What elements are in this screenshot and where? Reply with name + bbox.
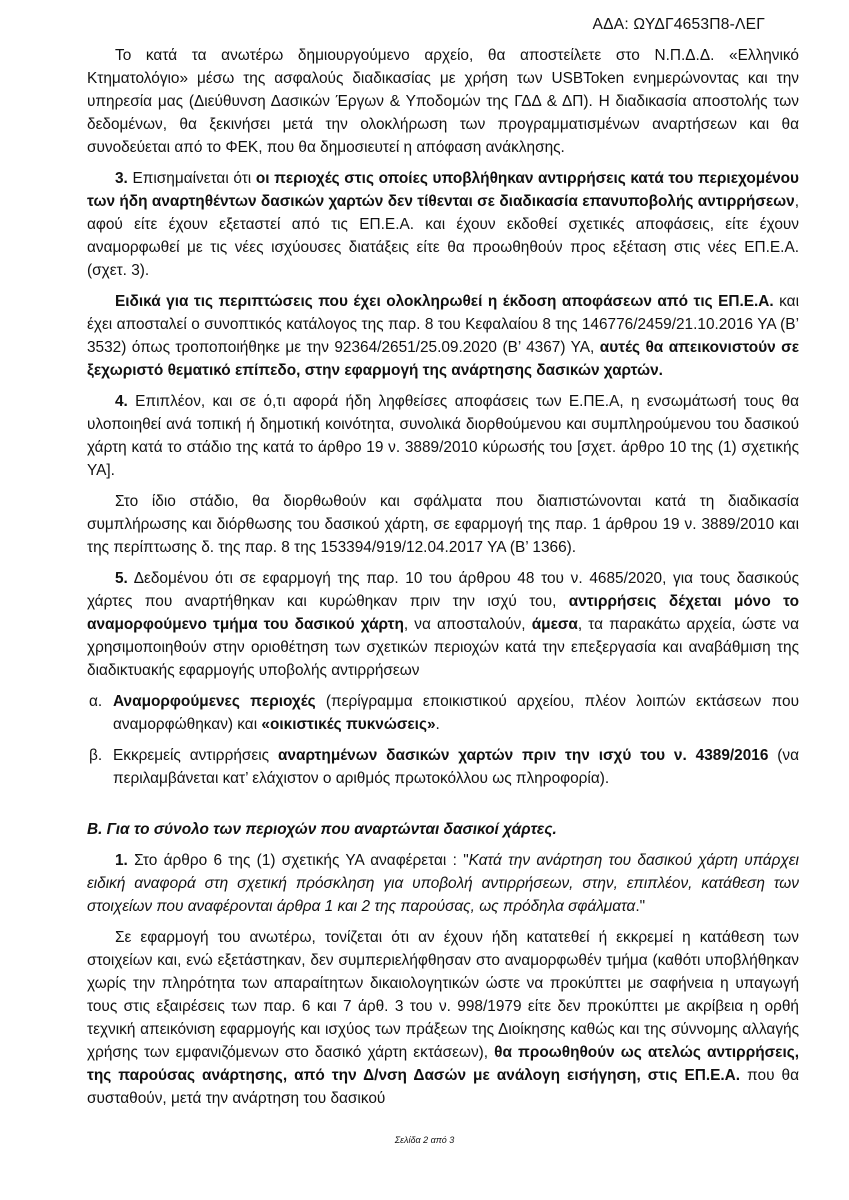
- text-span: Δεδομένου ότι σε εφαρμογή της παρ. 10 του άρθρου 48 του ν. 4685/2020, για τους δασικούς χάρτες που αναρτήθηκαν και κυρώθηκαν πριν την ισχύ του,: [87, 570, 799, 610]
- item-number: 5.: [115, 570, 128, 587]
- document-body: [87, 44, 799, 1118]
- item-number: 3.: [115, 170, 128, 187]
- paragraph-b-application: [87, 926, 799, 1110]
- list-item-body: [113, 690, 799, 736]
- text-span: .": [635, 898, 646, 915]
- bold-span: αντιρρήσεις δέχεται μόνο το αναμορφούμενο τμήμα του δασικού χάρτη: [87, 593, 800, 633]
- paragraph-error-corrections: Στο ίδιο στάδιο, θα διορθωθούν και σφάλματα που διαπιστώνονται κατά τη διαδικασία συμπλήρωσης και διόρθωσης του δασικού χάρτη, σε εφαρμογή της παρ. 1 άρθρου 19 ν. 3889/2010 και της περίπτωσης δ. της παρ. 8 της 153394/919/12.04.2017 ΥΑ (Β’ 1366).: [87, 493, 799, 556]
- text-span: Στο άρθρο 6 της (1) σχετικής ΥΑ αναφέρεται : ": [127, 852, 469, 869]
- text-span: που θα συσταθούν, μετά την ανάρτηση του δασικού: [87, 1067, 799, 1107]
- page-number: Σελίδα 2 από 3: [394, 1135, 455, 1145]
- text-span: , τα παρακάτω αρχεία, ώστε να χρησιμοποιηθούν στην οριοθέτηση των σχετικών περιοχών κατά την επεξεργασία και αναβάθμιση της διαδικτυακής εφαρμογής υποβολής αντιρρήσεων: [87, 616, 800, 679]
- text-span: (περίγραμμα εποικιστικού αρχείου, πλέον λοιπών εκτάσεων που αναμορφώθηκαν) και: [113, 693, 799, 733]
- paragraph-b1-article-6: [87, 849, 799, 918]
- italic-quote: Κατά την ανάρτηση του δασικού χάρτη υπάρχει ειδική αναφορά στη σχετική πρόσκληση για υποβολή αντιρρήσεων, στην, επιπλέον, κατάθεση των στοιχείων που αναφέρονται άρθρα 1 και 2 της παρούσας, ως πρόδηλα σφάλματα: [87, 852, 799, 915]
- text-span: .: [435, 716, 440, 733]
- text-span: Επισημαίνεται ότι: [127, 170, 256, 187]
- text-span: , να αποσταλούν,: [403, 616, 532, 633]
- list-item-b: [87, 744, 799, 790]
- text-span: Σε εφαρμογή του ανωτέρω, τονίζεται ότι αν έχουν ήδη κατατεθεί ή εκκρεμεί η κατάθεση των στοιχείων και, ενώ εξετάστηκαν, δεν συμπεριελήφθησαν στο αναμορφωθέν τμήμα (καθότι υποβλήθηκαν χωρίς την πληρότητα των απαραίτητων δικαιολογητικών ώστε να προκύπτει με σαφήνεια η υπαγωγή τους στις εξαιρέσεις των παρ. 6 και 7 άρθ. 3 του ν. 998/1979 είτε δεν προκύπτει με ακρίβεια η ορθή τεχνική απεικόνιση εφαρμογής και ισχύος των πράξεων της Διοίκησης καθώς και της σύννομης αλλαγής χρήσης των εμφανιζόμενων στο δασικό χάρτη εκτάσεων),: [87, 929, 799, 1061]
- paragraph-4-decisions-integration: [87, 390, 799, 482]
- bold-span: άμεσα: [531, 616, 578, 633]
- paragraph-file-submission: Το κατά τα ανωτέρω δημιουργούμενο αρχείο, θα αποστείλετε στο Ν.Π.Δ.Δ. «Ελληνικό Κτηματολόγιο» μέσω της ασφαλούς διαδικασίας με χρήση των USBToken ενημερώνοντας και την υπηρεσία μας (Διεύθυνση Δασικών Έργων & Υποδομών της ΓΔΔ & ΔΠ). Η διαδικασία αποστολής των δεδομένων, θα ξεκινήσει μετά την ολοκλήρωση των προγραμματισμένων αναρτήσεων και θα συνοδεύεται από το ΦΕΚ, που θα δημοσιευτεί η απόφαση ανάκλησης.: [87, 47, 799, 156]
- text-span: και έχει αποσταλεί ο συνοπτικός κατάλογος της παρ. 8 του Κεφαλαίου 8 της 146776/2459/21.10.2016 ΥΑ (Β’ 3532) όπως τροποποιήθηκε με την 92364/2651/25.09.2020 (Β’ 4367) ΥΑ,: [87, 293, 799, 356]
- item-number: 1.: [115, 852, 128, 869]
- paragraph-epea-decisions: [87, 290, 799, 382]
- bold-span: αυτές θα απεικονιστούν σε ξεχωριστό θεματικό επίπεδο, στην εφαρμογή της ανάρτησης δασικών χαρτών.: [87, 339, 799, 379]
- ada-code: ΑΔΑ: ΩΥΔΓ4653Π8-ΛΕΓ: [592, 16, 765, 33]
- list-marker: β.: [89, 747, 103, 764]
- paragraph-5-files: [87, 567, 799, 682]
- list-item-body: [113, 744, 799, 790]
- paragraph-3-objections: [87, 167, 799, 282]
- bold-span: θα προωθηθούν ως ατελώς αντιρρήσεις, της παρούσας ανάρτησης, από την Δ/νση Δασών με ανάλογη εισήγηση, στις ΕΠ.Ε.Α.: [87, 1044, 800, 1084]
- bold-span: οι περιοχές στις οποίες υποβλήθηκαν αντιρρήσεις κατά του περιεχομένου των ήδη αναρτηθέντων δασικών χαρτών δεν τίθενται σε διαδικασία επανυποβολής αντιρρήσεων: [87, 170, 799, 210]
- bold-span: αναρτημένων δασικών χαρτών πριν την ισχύ του ν. 4389/2016: [277, 747, 769, 764]
- item-number: 4.: [115, 393, 128, 410]
- bold-span: Αναμορφούμενες περιοχές: [113, 693, 316, 710]
- text-span: Επιπλέον, και σε ό,τι αφορά ήδη ληφθείσες αποφάσεις των Ε.ΠΕ.Α, η ενσωμάτωσή τους θα υλοποιηθεί ανά τοπική ή δημοτική κοινότητα, συνολικά διορθούμενου και συμπληρούμενου του δασικού χάρτη κατά το στάδιο της κατά το άρθρο 19 ν. 3889/2010 κύρωσής του [σχετ. άρθρο 10 της (1) σχετικής ΥΑ].: [87, 393, 799, 479]
- bold-span: «οικιστικές πυκνώσεις»: [261, 716, 436, 733]
- text-span: , αφού είτε έχουν εξεταστεί από τις ΕΠ.Ε.Α. και έχουν εκδοθεί σχετικές αποφάσεις, είτε έχουν αναμορφωθεί με τις νέες ισχύουσες διατάξεις είτε θα προωθηθούν προς εξέταση στις νέες ΕΠ.Ε.Α. (σχετ. 3).: [87, 193, 799, 279]
- section-heading-b: Β. Για το σύνολο των περιοχών που αναρτώνται δασικοί χάρτες.: [87, 821, 557, 838]
- text-span: (να περιλαμβάνεται κατ’ ελάχιστον ο αριθμός πρωτοκόλλου ως πληροφορία).: [113, 747, 800, 787]
- bold-span: Ειδικά για τις περιπτώσεις που έχει ολοκληρωθεί η έκδοση αποφάσεων από τις ΕΠ.Ε.Α.: [115, 293, 774, 310]
- list-marker: α.: [89, 693, 103, 710]
- text-span: Εκκρεμείς αντιρρήσεις: [113, 747, 278, 764]
- list-item-a: [87, 690, 799, 736]
